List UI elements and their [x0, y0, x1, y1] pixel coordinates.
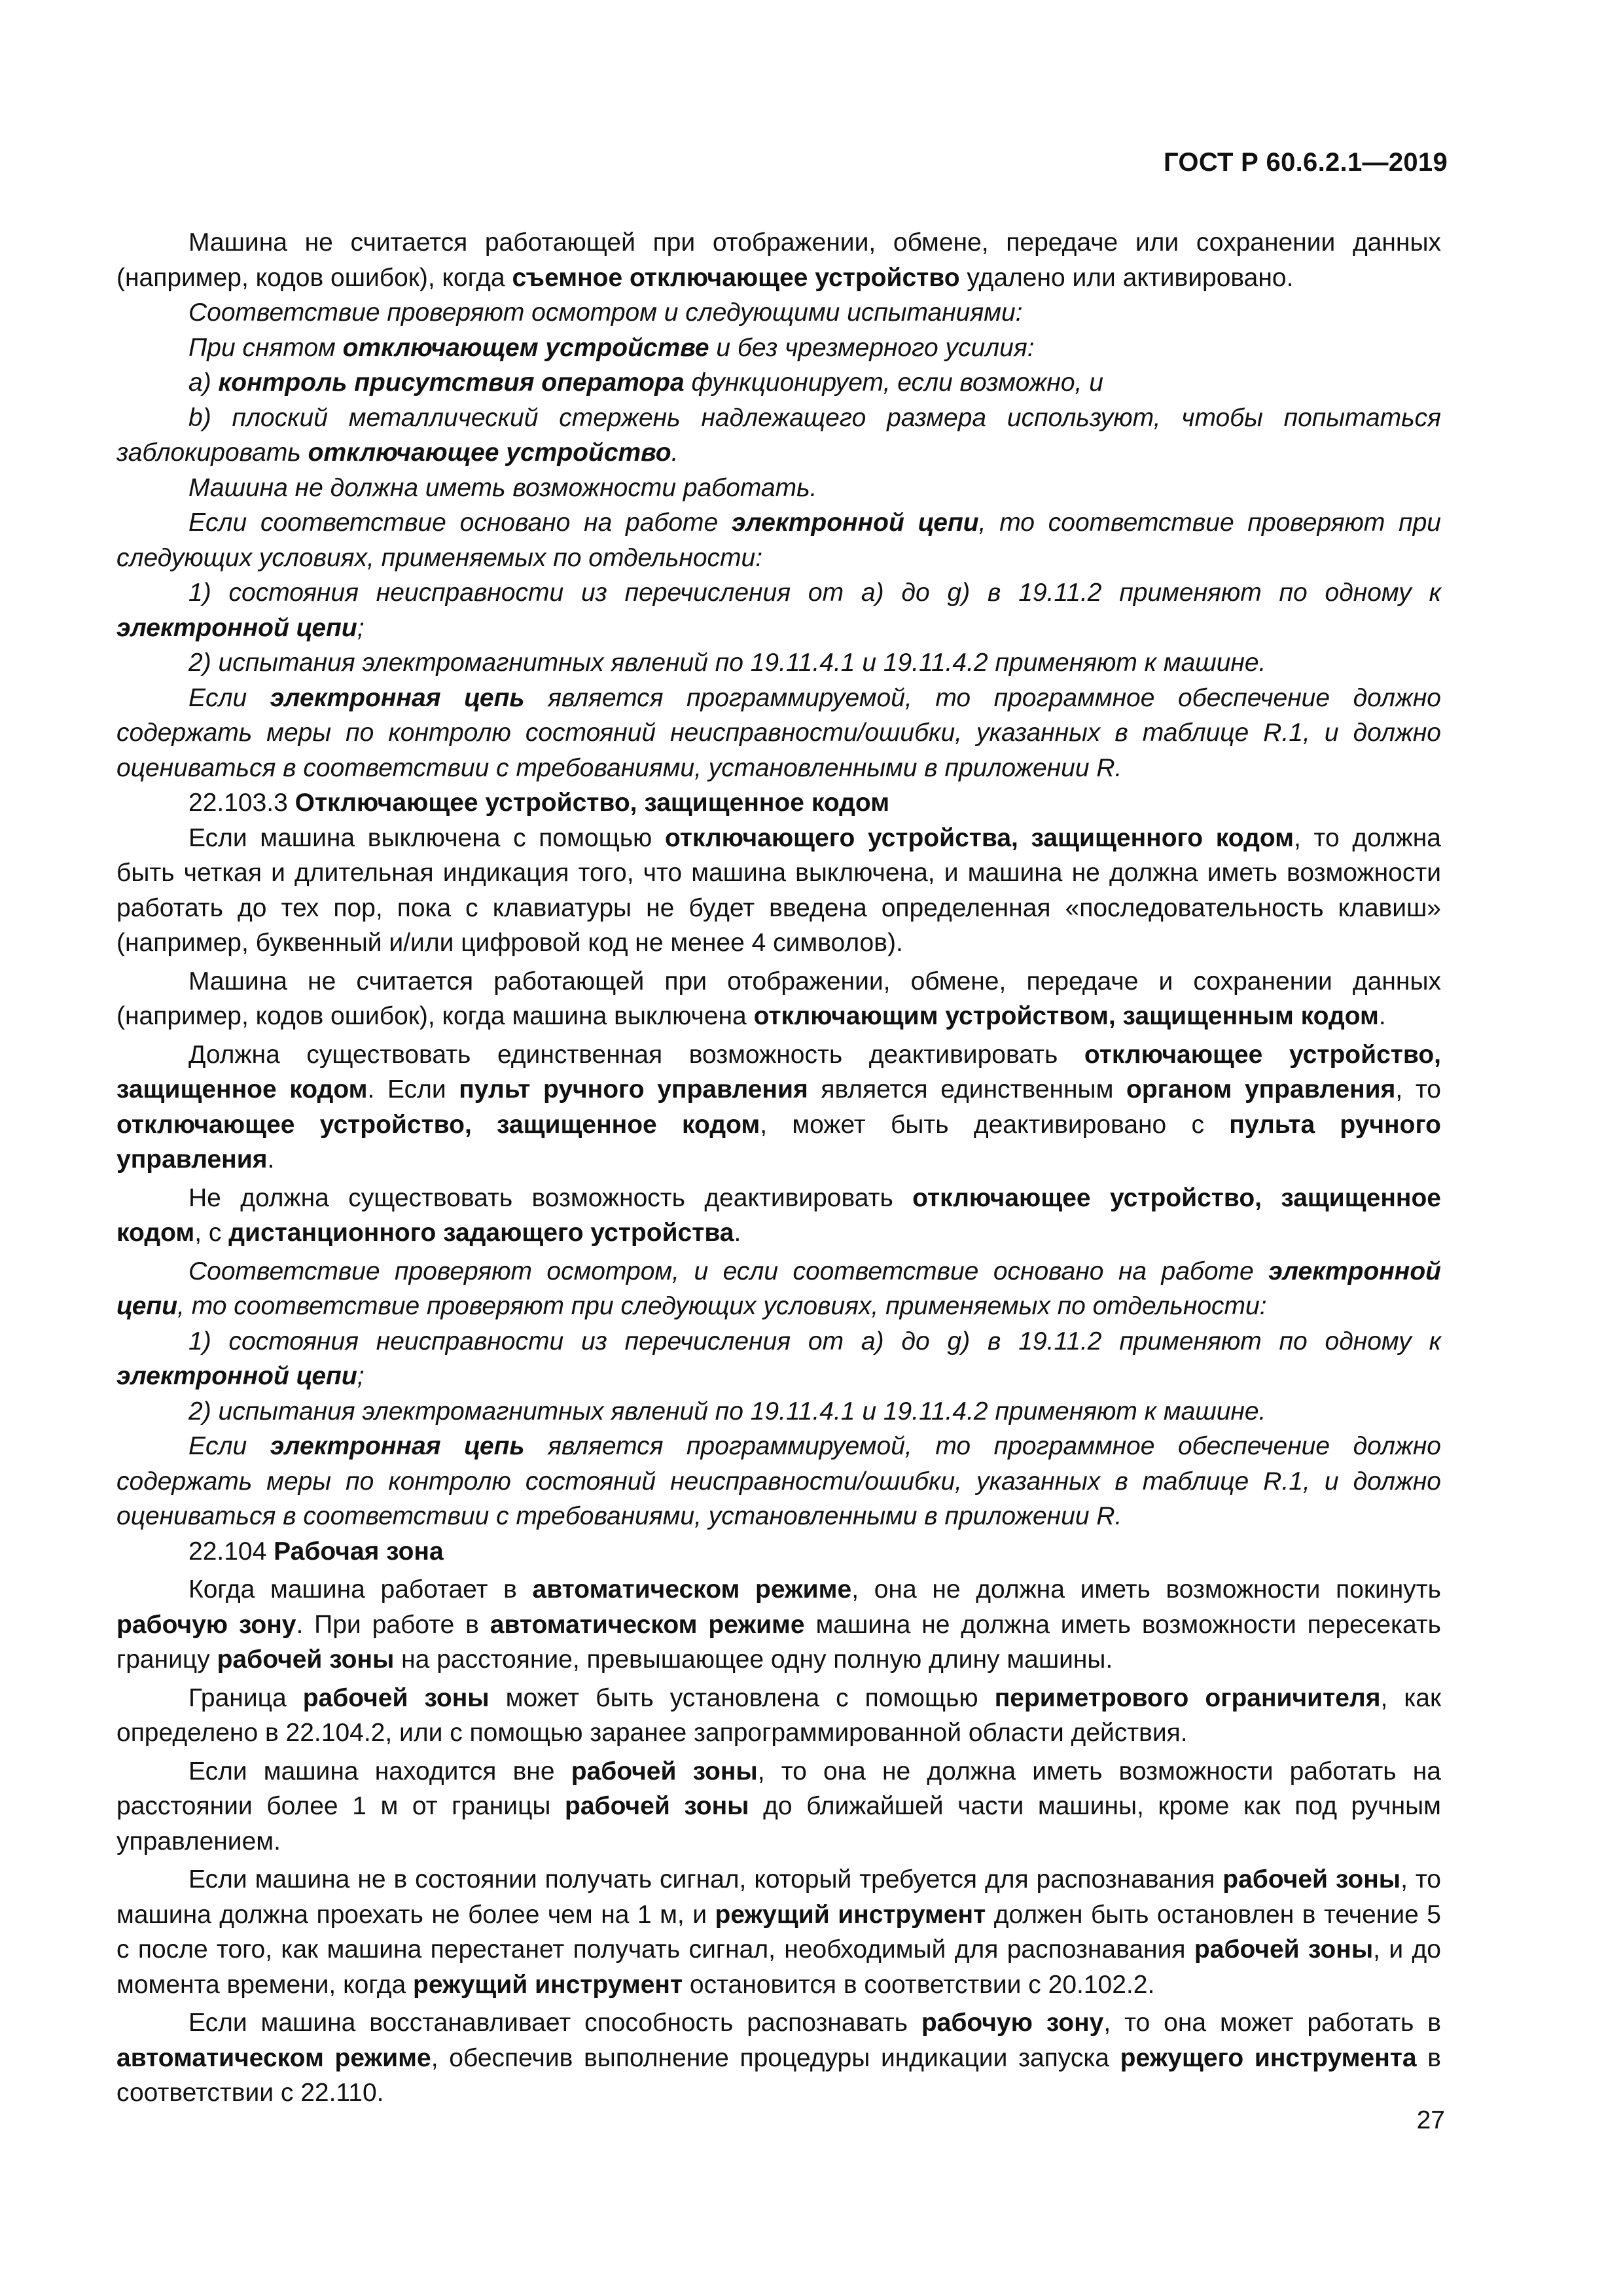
paragraph — [116, 645, 1441, 681]
text-run: , то должна быть четкая и длительная индикация того, что машина выключена, и машина не должна иметь возможности работать до тех пор, пока с клавиатуры не будет введена определенная «последовательность клавиш» (например, буквенный и/или цифровой код не менее 4 символов). — [116, 823, 1441, 957]
text-run: , то она может работать в — [1103, 2009, 1441, 2037]
text-run: , может быть деактивировано с — [760, 1110, 1230, 1139]
bold-term: отключающим устройством, защищенным кодом — [753, 1002, 1379, 1030]
text-run: удалено или активировано. — [959, 263, 1294, 292]
bold-term: периметрового ограничителя — [994, 1683, 1381, 1712]
text-run: , с — [194, 1219, 229, 1247]
text-run: , то — [1395, 1075, 1441, 1103]
bold-term: дистанционного задающего устройства — [228, 1219, 734, 1247]
text-run: , то она не должна иметь возможности работать на расстоянии более 1 м от границы — [116, 1757, 1441, 1820]
text-run: 1) состояния неисправности из перечисления от a) до g) в 19.11.2 применяют по одному к — [188, 1327, 1441, 1355]
bold-term: электронной цепи — [732, 509, 979, 537]
bold-term: режущего инструмента — [1120, 2043, 1417, 2072]
text-run: . — [671, 439, 679, 467]
text-run: ; — [357, 613, 365, 642]
text-run: может быть установлена с помощью — [489, 1683, 995, 1712]
paragraph — [116, 575, 1441, 645]
text-run: , и до момента времени, когда — [116, 1935, 1441, 1999]
text-run: При снятом — [188, 333, 343, 362]
text-run: ; — [357, 1362, 365, 1390]
paragraph — [116, 681, 1441, 786]
bold-term: пульта ручного управления — [116, 1110, 1441, 1174]
bold-term: рабочей зоны — [1194, 1935, 1374, 1964]
text-run: является единственным — [808, 1075, 1127, 1103]
paragraph — [116, 295, 1441, 331]
paragraph — [116, 225, 1441, 295]
bold-term: автоматическом режиме — [532, 1575, 852, 1604]
paragraph — [116, 401, 1441, 471]
document-code-header: ГОСТ Р 60.6.2.1—2019 — [1163, 148, 1448, 177]
paragraph — [116, 1681, 1441, 1751]
text-run: . — [734, 1219, 741, 1247]
paragraph — [116, 1429, 1441, 1534]
text-run: Когда машина работает в — [188, 1575, 533, 1604]
text-run: Должна существовать единственная возможность деактивировать — [188, 1040, 1084, 1069]
paragraph — [116, 505, 1441, 575]
text-run: Если — [188, 683, 270, 712]
bold-term: отключающее устройство, защищенное кодом — [116, 1183, 1441, 1247]
paragraph — [116, 1394, 1441, 1429]
text-run: , то машина должна проехать не более чем на 1 м, и — [116, 1865, 1441, 1929]
section-heading — [116, 1534, 1441, 1570]
paragraph — [116, 1254, 1441, 1324]
text-run: . Если — [367, 1075, 459, 1103]
bold-term: отключающем устройстве — [342, 333, 709, 362]
bold-term: электронной цепи — [116, 1362, 357, 1390]
text-run: , как определено в 22.104.2, или с помощью заранее запрограммированной области действия. — [116, 1683, 1442, 1747]
text-run: Если машина не в состоянии получать сигнал, который требуется для распознавания — [188, 1865, 1223, 1893]
text-run: является программируемой, то программное обеспечение должно содержать меры по контролю состояний неисправности/ошибки, указанных в таблице R.1, и должно оцениваться в соответствии с требованиями, установленными в приложении R. — [116, 683, 1441, 782]
text-run: , то соответствие проверяют при следующих условиях, применяемых по отдельности: — [177, 1292, 1267, 1320]
text-run: Если соответствие основано на работе — [188, 509, 732, 537]
bold-term: режущий инструмент — [413, 1970, 683, 1999]
text-run: 1) состояния неисправности из перечисления от a) до g) в 19.11.2 применяют по одному к — [188, 579, 1441, 607]
text-run: остановится в соответствии с 20.102.2. — [683, 1970, 1155, 1999]
text-run: должен быть остановлен в течение 5 с после того, как машина перестанет получать сигнал, необходимый для распознавания — [116, 1900, 1441, 1964]
bold-term: рабочую зону — [921, 2009, 1104, 2037]
text-run: до ближайшей части машины, кроме как под ручным управлением. — [116, 1792, 1441, 1856]
text-run: является программируемой, то программное обеспечение должно содержать меры по контролю состояний неисправности/ошибки, указанных в таблице R.1, и должно оцениваться в соответствии с требованиями, установленными в приложении R. — [116, 1432, 1441, 1530]
text-run: Если — [188, 1432, 270, 1460]
document-body — [116, 225, 1441, 2111]
paragraph — [116, 1181, 1441, 1251]
text-run: в соответствии с 22.110. — [116, 2043, 1441, 2107]
text-run: . — [267, 1145, 275, 1174]
bold-term: электронная цепь — [270, 1432, 525, 1460]
bold-term: электронная цепь — [270, 683, 525, 712]
paragraph — [116, 1572, 1441, 1677]
text-run: Граница — [188, 1683, 303, 1712]
text-run: . При работе в — [296, 1610, 490, 1639]
bold-term: рабочей зоны — [1222, 1865, 1401, 1893]
text-run: и без чрезмерного усилия: — [709, 333, 1035, 362]
text-run: Если машина находится вне — [188, 1757, 571, 1785]
paragraph — [116, 964, 1441, 1034]
text-run: Не должна существовать возможность деактивировать — [188, 1183, 913, 1212]
text-run: , обеспечив выполнение процедуры индикации запуска — [431, 2043, 1120, 2072]
paragraph — [116, 821, 1441, 961]
bold-term: пульт ручного управления — [459, 1075, 808, 1103]
bold-term: электронной цепи — [116, 1257, 1441, 1320]
page-number: 27 — [1416, 2106, 1445, 2134]
bold-term: рабочей зоны — [302, 1683, 490, 1712]
bold-term: режущий инструмент — [715, 1900, 986, 1929]
text-run: Машина не должна иметь возможности работать. — [188, 473, 817, 502]
text-run: 2) испытания электромагнитных явлений по 19.11.4.1 и 19.11.4.2 применяют к машине. — [188, 1397, 1266, 1426]
paragraph — [116, 365, 1441, 401]
text-run: a) — [188, 368, 219, 397]
text-run: Если машина выключена с помощью — [188, 823, 665, 852]
paragraph — [116, 1037, 1441, 1177]
bold-term: электронной цепи — [116, 613, 357, 642]
bold-term: отключающее устройство — [308, 439, 671, 467]
bold-term: рабочей зоны — [571, 1757, 758, 1785]
bold-term: отключающее устройство, защищенное кодом — [116, 1040, 1441, 1103]
bold-term: Рабочая зона — [274, 1537, 444, 1566]
text-run: функционирует, если возможно, и — [684, 368, 1103, 397]
text-run: , то соответствие проверяют при следующих условиях, применяемых по отдельности: — [116, 509, 1441, 572]
text-run: на расстояние, превышающее одну полную длину машины. — [394, 1645, 1113, 1674]
bold-term: контроль присутствия оператора — [218, 368, 685, 397]
text-run: b) плоский металлический стержень надлежащего размера используют, чтобы попытаться заблокировать — [116, 403, 1441, 467]
section-heading — [116, 785, 1441, 821]
paragraph — [116, 2005, 1441, 2111]
bold-term: органом управления — [1126, 1075, 1396, 1103]
bold-term: съемное отключающее устройство — [512, 263, 960, 292]
text-run: Соответствие проверяют осмотром и следующими испытаниями: — [188, 298, 1023, 327]
bold-term: отключающего устройства, защищенного кодом — [664, 823, 1294, 852]
bold-term: рабочей зоны — [565, 1792, 749, 1820]
text-run: Машина не считается работающей при отображении, обмене, передаче и сохранении данных (например, кодов ошибок), когда машина выключена — [116, 967, 1441, 1030]
text-run: . — [1378, 1002, 1386, 1030]
text-run: , она не должна иметь возможности покинуть — [851, 1575, 1441, 1604]
paragraph — [116, 1754, 1441, 1859]
text-run: машина не должна иметь возможности пересекать границу — [116, 1610, 1441, 1674]
bold-term: рабочей зоны — [217, 1645, 395, 1674]
paragraph — [116, 1324, 1441, 1394]
text-run: 22.103.3 — [188, 789, 295, 817]
bold-term: рабочую зону — [116, 1610, 296, 1639]
text-run: Машина не считается работающей при отображении, обмене, передаче или сохранении данных (например, кодов ошибок), когда — [116, 228, 1441, 292]
paragraph — [116, 331, 1441, 366]
text-run: Если машина восстанавливает способность распознавать — [188, 2009, 921, 2037]
text-run: Соответствие проверяют осмотром, и если соответствие основано на работе — [188, 1257, 1269, 1285]
bold-term: отключающее устройство, защищенное кодом — [116, 1110, 760, 1139]
text-run: 2) испытания электромагнитных явлений по 19.11.4.1 и 19.11.4.2 применяют к машине. — [188, 649, 1266, 677]
bold-term: автоматическом режиме — [116, 2043, 431, 2072]
paragraph — [116, 1862, 1441, 2002]
bold-term: Отключающее устройство, защищенное кодом — [294, 789, 890, 817]
paragraph — [116, 471, 1441, 506]
text-run: 22.104 — [188, 1537, 274, 1566]
bold-term: автоматическом режиме — [490, 1610, 805, 1639]
